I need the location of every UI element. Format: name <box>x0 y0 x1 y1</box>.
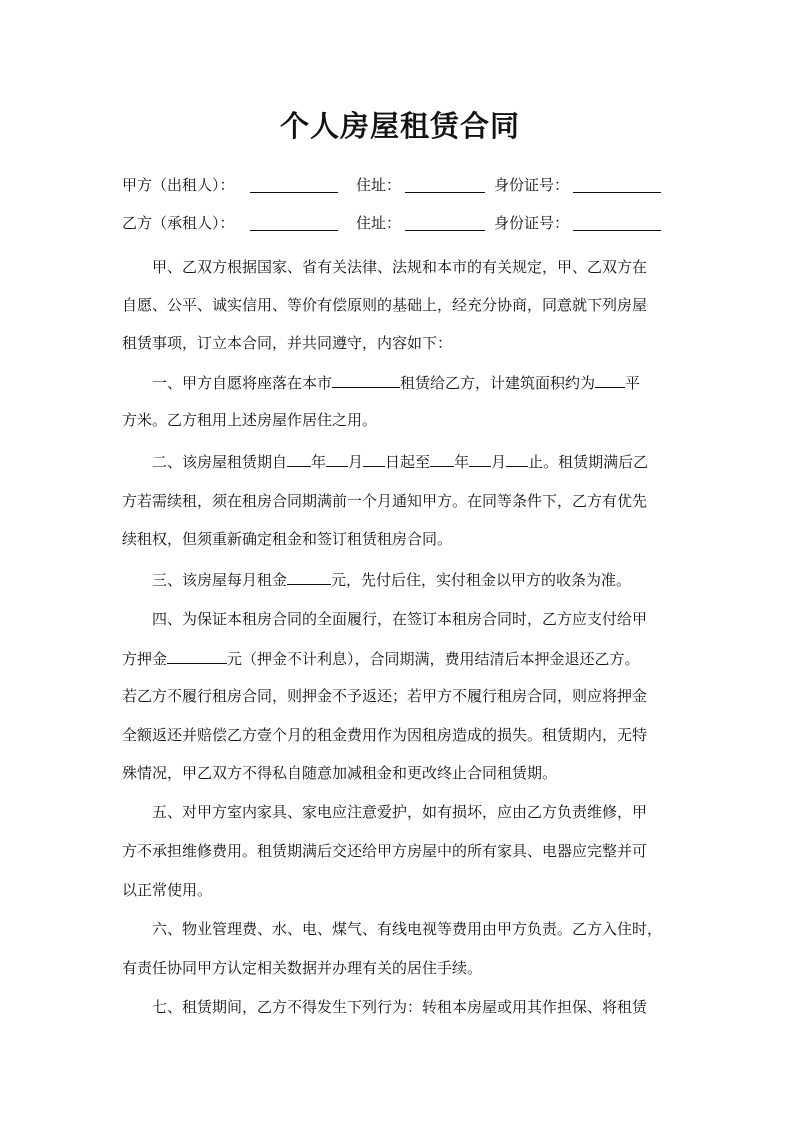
party-b-id-blank[interactable] <box>573 230 661 231</box>
deposit-blank[interactable] <box>167 647 227 664</box>
party-b-address-blank[interactable] <box>405 230 485 231</box>
party-b-label: 乙方（承租人）： <box>122 214 235 232</box>
body-line: 续租权，但须重新确定租金和签订租赁租房合同。 <box>122 530 453 548</box>
clause-4-line-2 <box>122 647 682 669</box>
party-a-id-label: 身份证号： <box>494 176 570 194</box>
start-day-blank[interactable] <box>363 450 385 467</box>
body-line: 自愿、公平、诚实信用、等价有偿原则的基础上，经充分协商，同意就下列房屋 <box>122 296 648 314</box>
party-a-label: 甲方（出租人）： <box>122 176 235 194</box>
month-label: 月 <box>491 453 507 471</box>
clause-1-line-1 <box>122 371 682 393</box>
body-line: 殊情况，甲乙双方不得私自随意加减租金和更改终止合同租赁期。 <box>122 764 558 782</box>
body-line: 甲、乙双方根据国家、省有关法律、法规和本市的有关规定，甲、乙双方在 <box>122 258 648 276</box>
body-line: 以正常使用。 <box>122 881 213 899</box>
party-b-address-label: 住址： <box>356 214 402 232</box>
year-label: 年 <box>311 453 327 471</box>
body-line: 方不承担维修费用。租赁期满后交还给甲方房屋中的所有家具、电器应完整并可 <box>122 842 648 860</box>
end-month-blank[interactable] <box>469 450 491 467</box>
body-line: 七、租赁期间，乙方不得发生下列行为：转租本房屋或用其作担保、将租赁 <box>122 998 648 1016</box>
body-line: 租赁事项，订立本合同，并共同遵守，内容如下： <box>122 334 453 352</box>
party-b-id-label: 身份证号： <box>494 214 570 232</box>
clause-text: 元（押金不计利息），合同期满，费用结清后本押金退还乙方。 <box>227 650 640 668</box>
body-line: 若乙方不履行租房合同，则押金不予返还；若甲方不履行租房合同，则应将押金 <box>122 687 648 705</box>
party-a-address-label: 住址： <box>356 176 402 194</box>
party-a-line <box>122 172 702 198</box>
body-line: 四、为保证本租房合同的全面履行，在签订本租房合同时，乙方应支付给甲 <box>122 610 648 628</box>
party-b-name-blank[interactable] <box>250 230 338 231</box>
clause-text: 方押金 <box>122 650 168 668</box>
rent-blank[interactable] <box>287 568 331 585</box>
clause-text: 止。租赁期满后乙 <box>528 453 649 471</box>
party-a-id-blank[interactable] <box>573 192 661 193</box>
clause-text: 元，先付后住，实付租金以甲方的收条为准。 <box>331 571 632 589</box>
clause-text: 日起至 <box>385 453 431 471</box>
clause-2-line-1 <box>122 450 682 472</box>
document-title: 个人房屋租赁合同 <box>279 109 520 143</box>
clause-text: 一、甲方自愿将座落在本市 <box>122 374 333 392</box>
clause-text: 租赁给乙方，计建筑面积约为 <box>400 374 596 392</box>
location-blank[interactable] <box>332 371 400 388</box>
end-day-blank[interactable] <box>506 450 528 467</box>
party-b-line <box>122 210 702 236</box>
body-line: 全额返还并赔偿乙方壹个月的租金费用作为因租房造成的损失。租赁期内，无特 <box>122 726 648 744</box>
end-year-blank[interactable] <box>430 450 454 467</box>
party-a-name-blank[interactable] <box>250 192 338 193</box>
body-line: 五、对甲方室内家具、家电应注意爱护，如有损坏，应由乙方负责维修，甲 <box>122 803 648 821</box>
start-month-blank[interactable] <box>326 450 348 467</box>
area-blank[interactable] <box>595 371 625 388</box>
clause-text: 二、该房屋租赁期自 <box>122 453 288 471</box>
start-year-blank[interactable] <box>287 450 311 467</box>
clause-3-line-1 <box>122 568 682 590</box>
body-line: 有责任协同甲方认定相关数据并办理有关的居住手续。 <box>122 959 483 977</box>
body-line: 方若需续租，须在租房合同期满前一个月通知甲方。在同等条件下，乙方有优先 <box>122 492 648 510</box>
body-line: 方米。乙方租用上述房屋作居住之用。 <box>122 411 378 429</box>
year-label: 年 <box>454 453 470 471</box>
clause-text: 三、该房屋每月租金 <box>122 571 288 589</box>
clause-text: 平 <box>625 374 641 392</box>
body-line: 六、物业管理费、水、电、煤气、有线电视等费用由甲方负责。乙方入住时， <box>122 920 663 938</box>
month-label: 月 <box>348 453 364 471</box>
party-a-address-blank[interactable] <box>405 192 485 193</box>
